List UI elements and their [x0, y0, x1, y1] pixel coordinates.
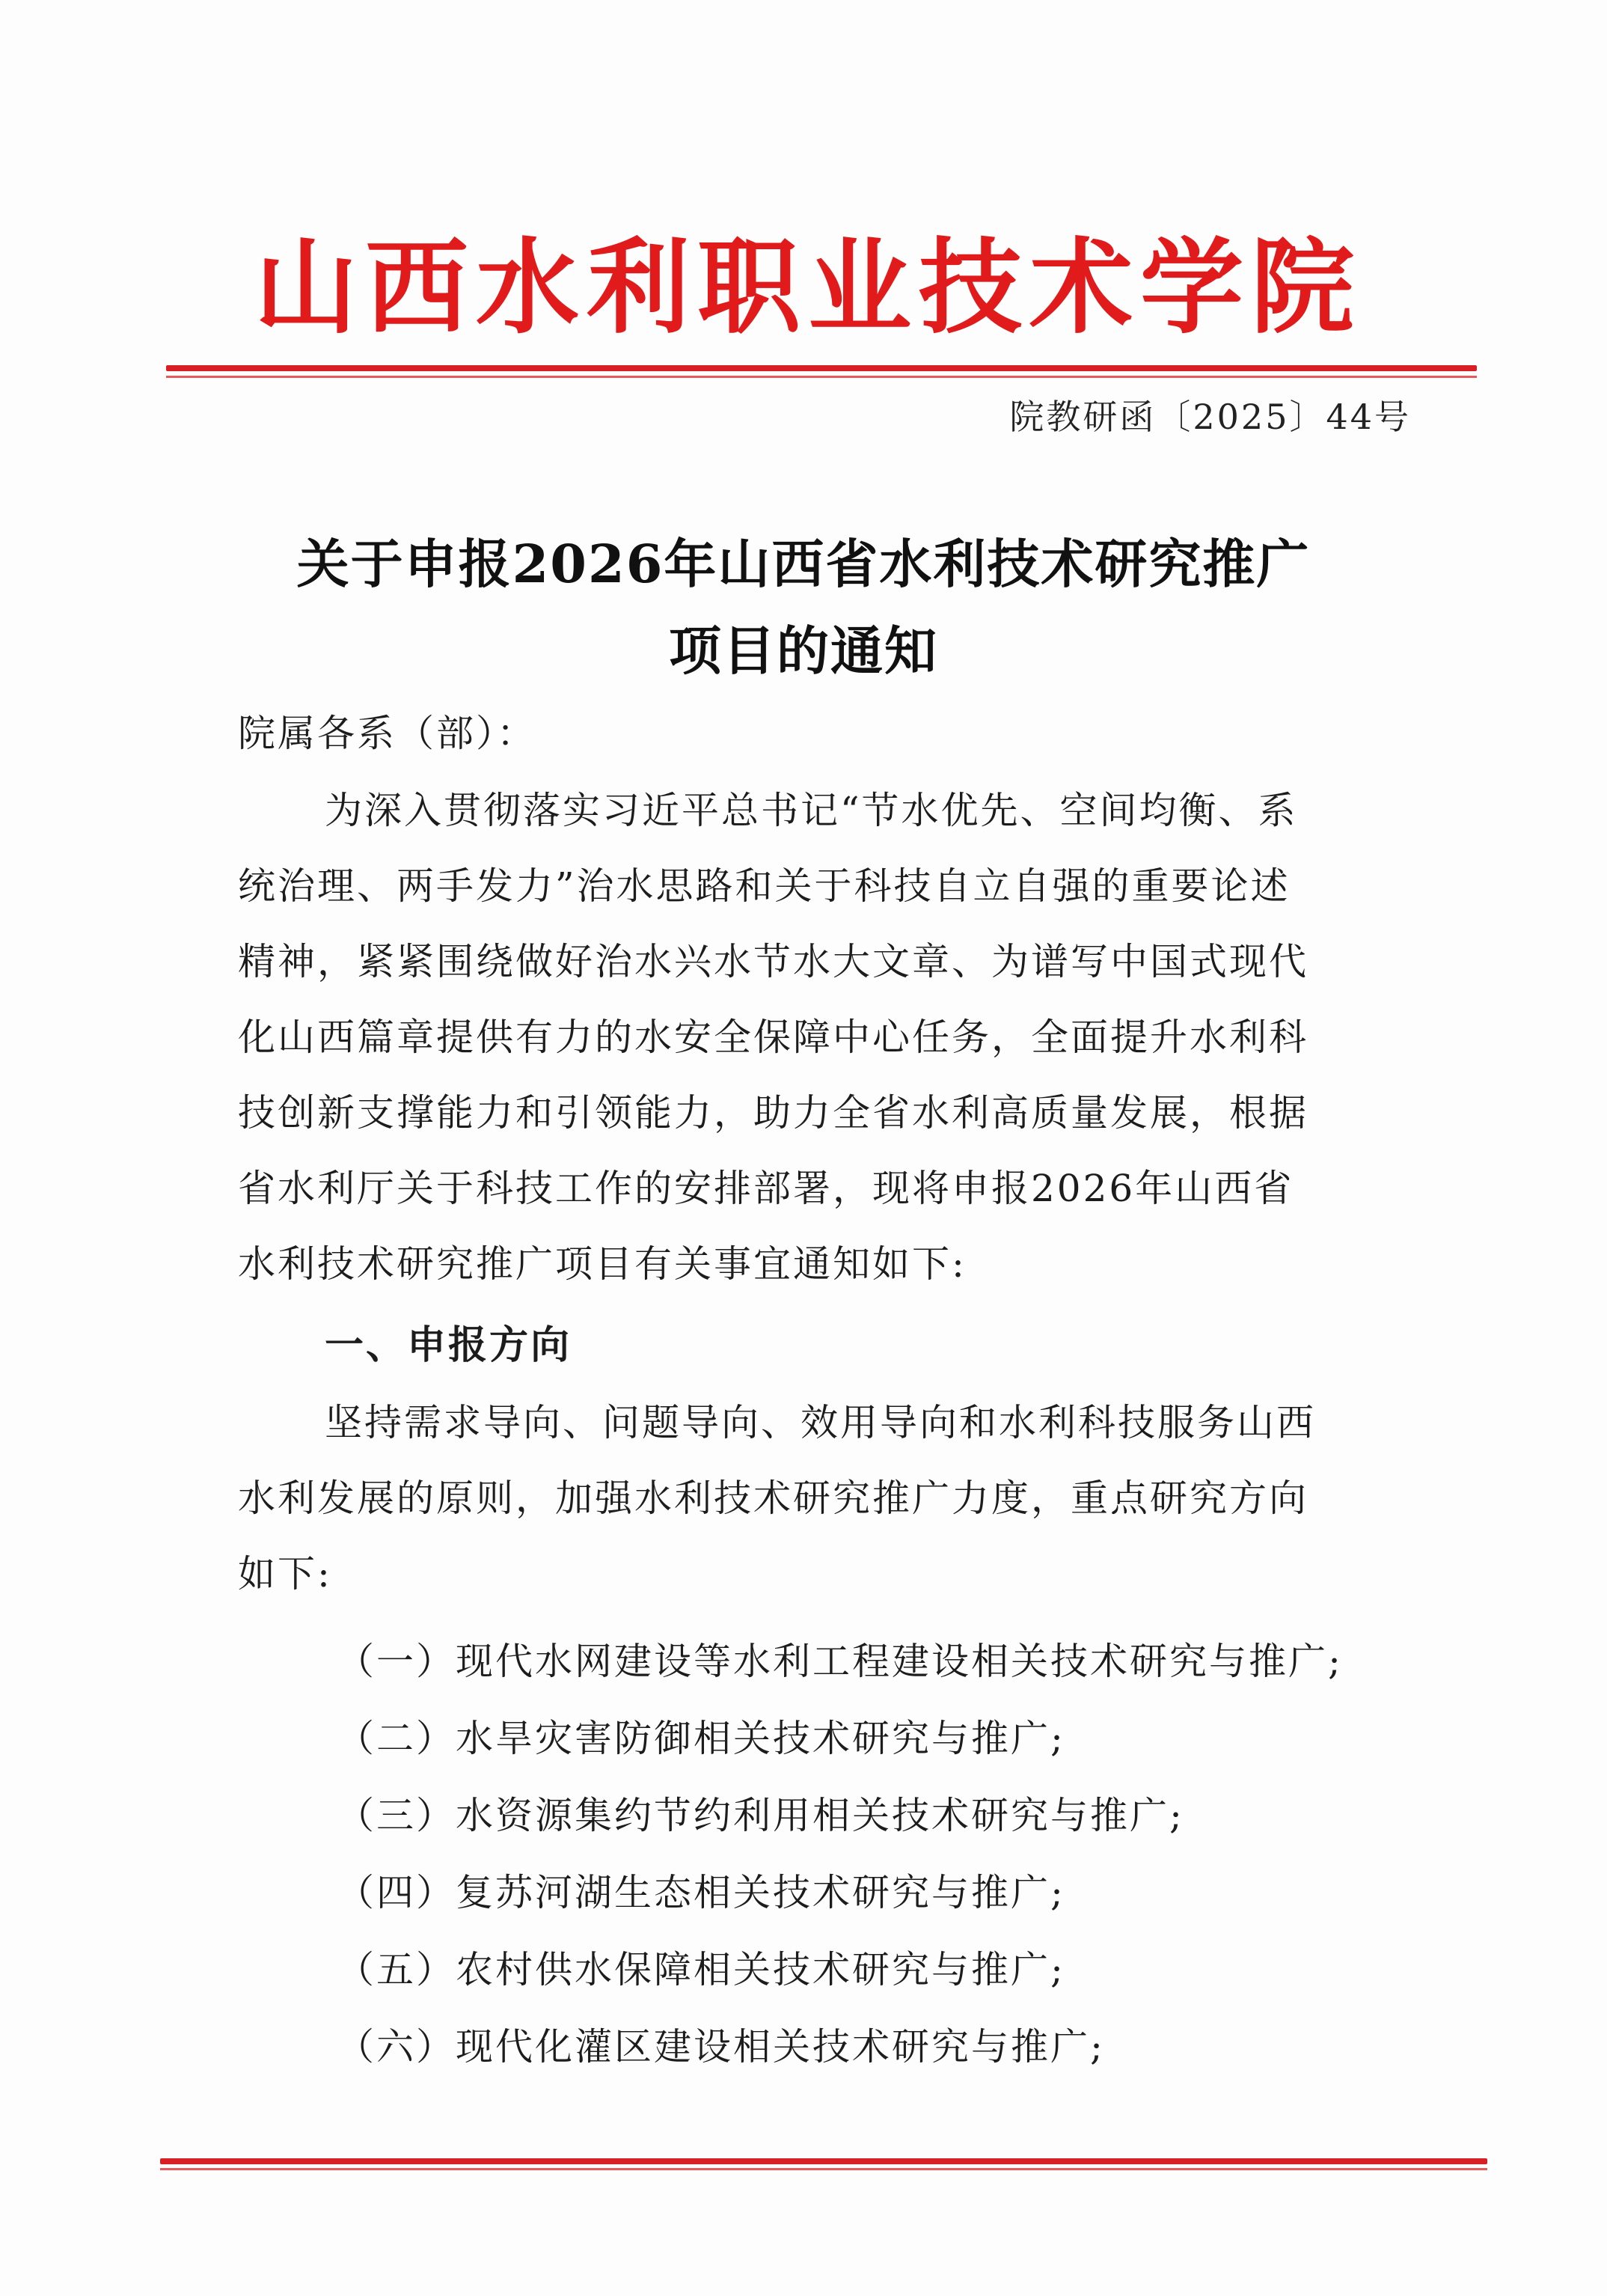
footer-red-rule	[160, 2158, 1487, 2164]
intro-line: 化山西篇章提供有力的水安全保障中心任务，全面提升水利科	[238, 1016, 1308, 1059]
intro-line: 精神，紧紧围绕做好治水兴水节水大文章、为谱写中国式现代	[238, 940, 1308, 983]
letterhead-red-rule-thin	[166, 376, 1477, 378]
intro-line: 省水利厅关于科技工作的安排部署，现将申报2026年山西省	[238, 1167, 1294, 1210]
intro-line: 为深入贯彻落实习近平总书记“节水优先、空间均衡、系	[325, 789, 1298, 832]
document-number: 院教研函〔2025〕44号	[1009, 397, 1411, 437]
section-body-line: 如下:	[238, 1552, 332, 1596]
section-heading-application-direction: 一、申报方向	[325, 1323, 572, 1368]
section-body-line: 坚持需求导向、问题导向、效用导向和水利科技服务山西	[325, 1401, 1316, 1444]
intro-line: 水利技术研究推广项目有关事宜通知如下:	[238, 1242, 967, 1286]
document-title-line-2: 项目的通知	[669, 620, 938, 682]
footer-red-rule-thin	[160, 2168, 1487, 2170]
salutation: 院属各系（部）：	[238, 712, 536, 755]
direction-list-item: （三）水资源集约节约利用相关技术研究与推广;	[337, 1794, 1184, 1837]
document-title-line-1: 关于申报2026年山西省水利技术研究推广	[296, 533, 1311, 595]
section-body-line: 水利发展的原则，加强水利技术研究推广力度，重点研究方向	[238, 1477, 1308, 1520]
direction-list-item: （五）农村供水保障相关技术研究与推广;	[337, 1948, 1065, 1991]
direction-list-item: （四）复苏河湖生态相关技术研究与推广;	[337, 1871, 1065, 1914]
intro-line: 统治理、两手发力”治水思路和关于科技自立自强的重要论述	[238, 864, 1291, 908]
direction-list-item: （六）现代化灌区建设相关技术研究与推广;	[337, 2025, 1105, 2068]
direction-list-item: （二）水旱灾害防御相关技术研究与推广;	[337, 1717, 1065, 1760]
intro-line: 技创新支撑能力和引领能力，助力全省水利高质量发展，根据	[238, 1091, 1308, 1135]
letterhead-red-rule	[166, 365, 1477, 371]
direction-list-item: （一）现代水网建设等水利工程建设相关技术研究与推广;	[337, 1640, 1343, 1683]
letterhead-institution-name: 山西水利职业技术学院	[254, 228, 1362, 348]
